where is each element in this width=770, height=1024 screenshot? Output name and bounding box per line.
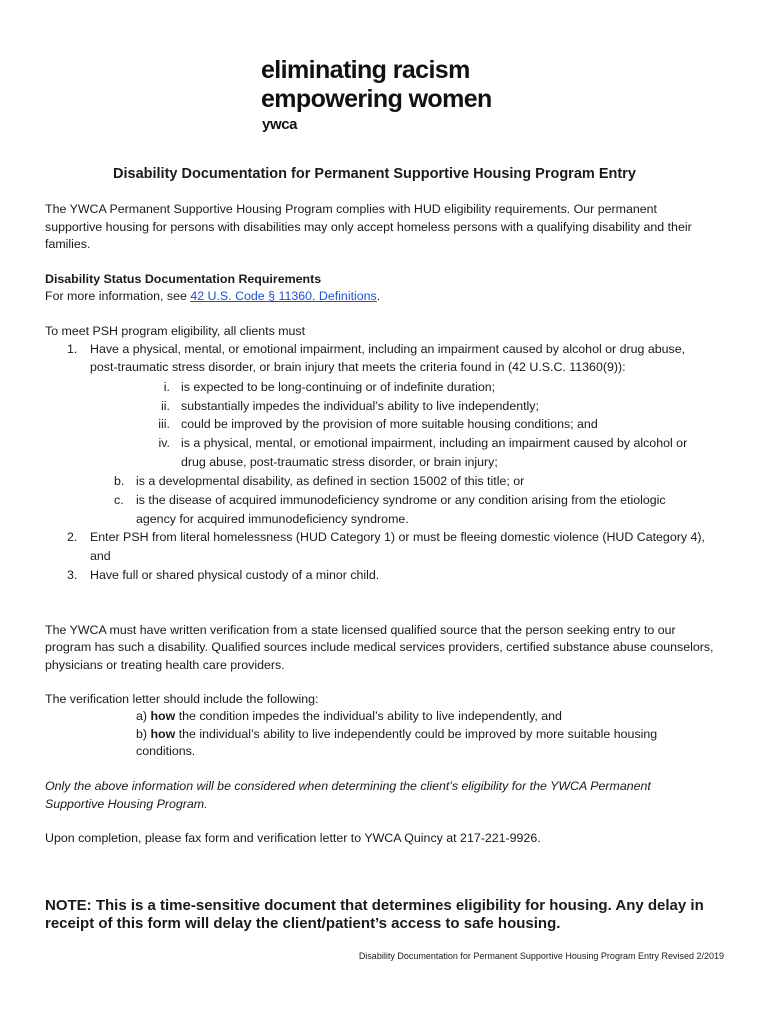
roman-iv-line-1: is a physical, mental, or emotional impairment, including an impairment caused by alcohol or [181,436,688,450]
verification-line-3: physicians or treating health care providers. [45,658,285,672]
sub-b-text: is a developmental disability, as defined in section 15002 of this title; or [136,474,525,488]
verification-line-1: The YWCA must have written verification from a state licensed qualified source that the person seeking entry to our [45,623,676,637]
sub-b-letter: b. [114,474,125,488]
italic-note-line-2: Supportive Housing Program. [45,797,208,811]
logo-ywca: ywca [262,116,298,133]
letter-lead: The verification letter should include the following: [45,692,319,706]
letter-item-a-prefix: a) [136,709,151,723]
roman-ii-number: ii. [161,399,170,413]
roman-iv-line-2: drug abuse, post-traumatic stress disorder, or brain injury; [181,455,498,469]
letter-item-b-prefix: b) [136,727,151,741]
italic-note-line-1: Only the above information will be considered when determining the client’s eligibility for the YWCA Permanent [45,779,651,793]
item-1-line-2: post-traumatic stress disorder, or brain injury that meets the criteria found in (42 U.S.C. 11360(9)): [90,360,626,374]
letter-item-b [136,726,657,743]
letter-item-a-how: how [150,709,176,723]
requirements-info-prefix: For more information, see [45,289,191,303]
logo-line-2: empowering women [261,85,492,113]
page-title: Disability Documentation for Permanent Supportive Housing Program Entry [113,166,636,182]
requirements-heading: Disability Status Documentation Requirements [45,272,322,286]
roman-ii-text: substantially impedes the individual’s ability to live independently; [181,399,539,413]
item-2-number: 2. [67,530,78,544]
item-1-line-1: Have a physical, mental, or emotional impairment, including an impairment caused by alcohol or drug abuse, [90,342,686,356]
letter-item-a [136,708,562,725]
item-2-line-2: and [90,549,111,563]
roman-iii-number: iii. [158,417,170,431]
logo-line-1: eliminating racism [261,56,470,84]
item-3-number: 3. [67,568,78,582]
definitions-link[interactable]: 42 U.S. Code § 11360. Definitions [190,289,377,303]
letter-item-b-text: the individual’s ability to live independently could be improved by more suitable housing [175,727,658,741]
note-line-1: NOTE: This is a time-sensitive document that determines eligibility for housing. Any delay in [45,897,704,914]
item-1-number: 1. [67,342,78,356]
intro-line-3: families. [45,237,91,251]
item-2-line-1: Enter PSH from literal homelessness (HUD Category 1) or must be fleeing domestic violence (HUD Category 4), [90,530,705,544]
note-line-2: receipt of this form will delay the client/patient’s access to safe housing. [45,915,561,932]
sub-c-letter: c. [114,493,124,507]
letter-item-a-text: the condition impedes the individual’s ability to live independently, and [175,709,562,723]
roman-i-number: i. [163,380,170,394]
eligibility-lead: To meet PSH program eligibility, all clients must [45,324,306,338]
item-3-text: Have full or shared physical custody of a minor child. [90,568,380,582]
sub-c-line-2: agency for acquired immunodeficiency syndrome. [136,512,409,526]
roman-iv-number: iv. [158,436,170,450]
requirements-info [45,288,380,305]
verification-line-2: program has such a disability. Qualified sources include medical services providers, certified substance abuse counselors, [45,640,714,654]
letter-item-b-line-2: conditions. [136,744,196,758]
page-footer: Disability Documentation for Permanent Supportive Housing Program Entry Revised 2/2019 [358,951,724,961]
sub-c-line-1: is the disease of acquired immunodeficiency syndrome or any condition arising from the etiologic [136,493,666,507]
fax-instructions: Upon completion, please fax form and verification letter to YWCA Quincy at 217-221-9926. [45,831,541,845]
intro-line-2: supportive housing for persons with disabilities may only accept homeless persons with a qualifying disability and their [45,220,692,234]
letter-item-b-how: how [150,727,176,741]
intro-line-1: The YWCA Permanent Supportive Housing Program complies with HUD eligibility requirements. Our permanent [45,202,657,216]
roman-i-text: is expected to be long-continuing or of indefinite duration; [181,380,496,394]
roman-iii-text: could be improved by the provision of more suitable housing conditions; and [181,417,598,431]
requirements-info-suffix: . [376,289,381,303]
